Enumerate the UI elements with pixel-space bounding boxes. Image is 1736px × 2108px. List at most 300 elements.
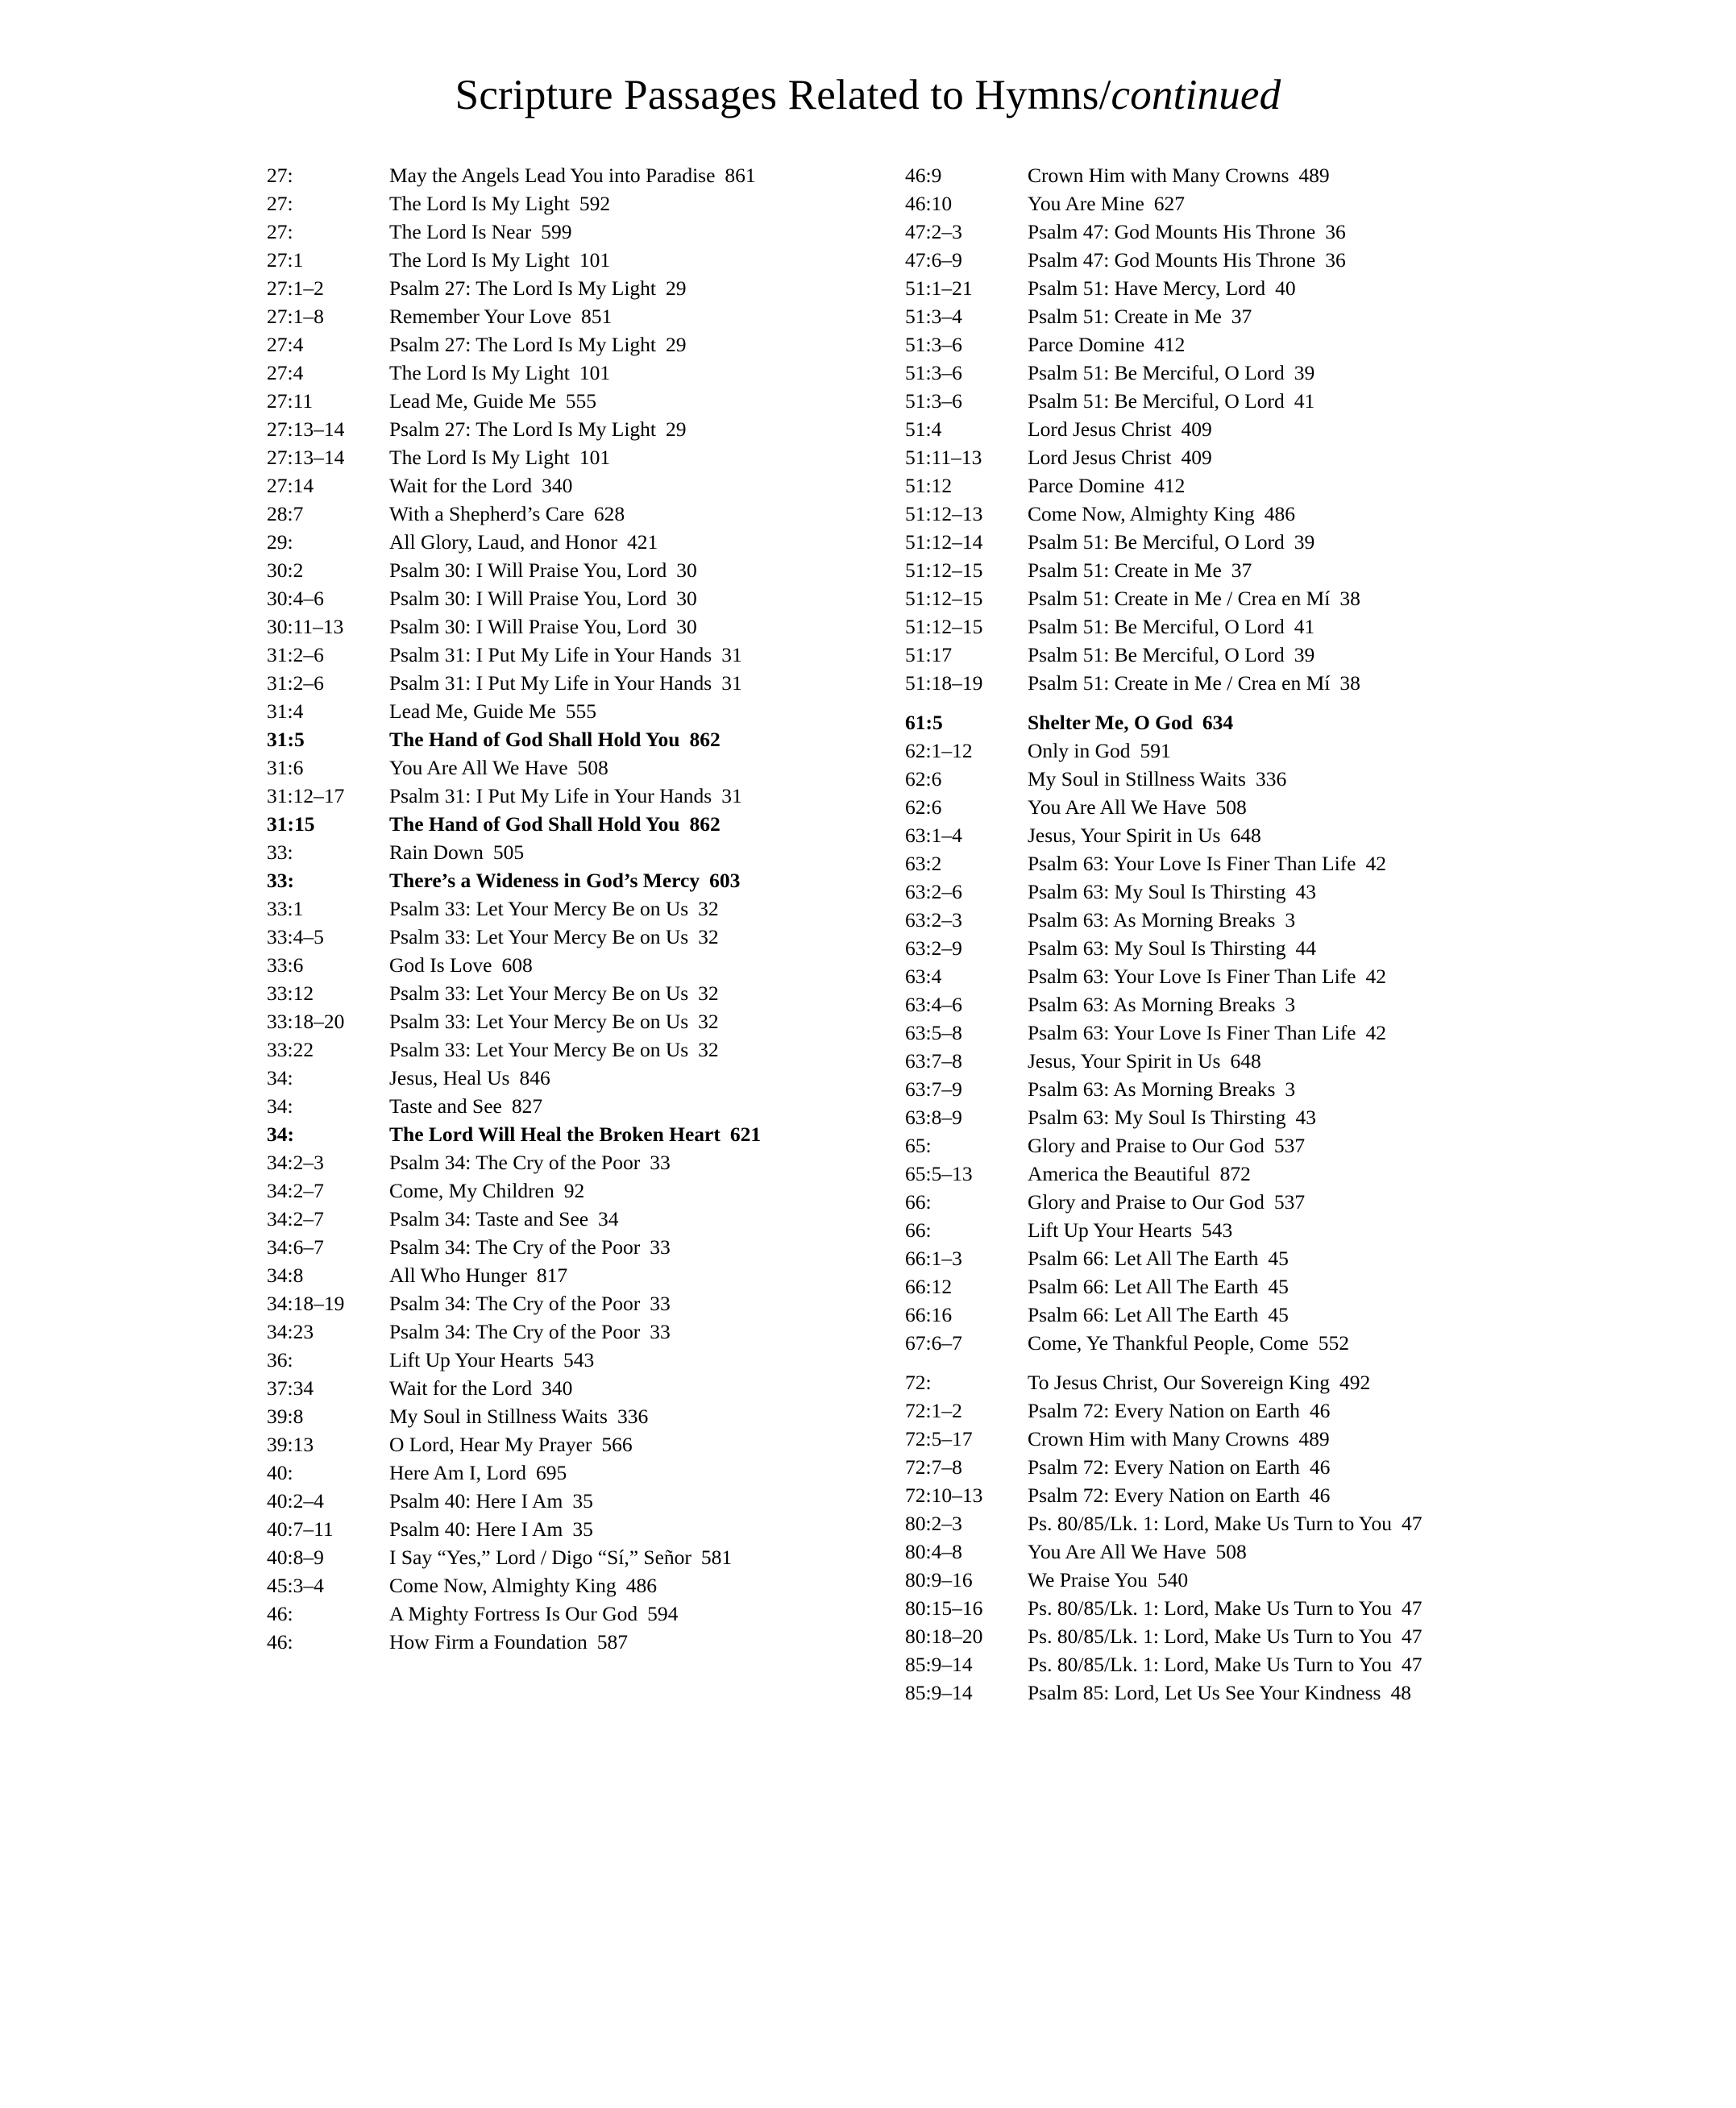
entry-hymn-title: Psalm 31: I Put My Life in Your Hands: [389, 643, 712, 666]
entry-hymn: [389, 697, 831, 725]
entry-hymn-title: The Lord Is My Light: [389, 248, 570, 272]
entry-hymn: [389, 161, 831, 189]
entry-hymn-wrap: [389, 218, 831, 246]
entry-hymn: [1028, 274, 1469, 302]
entry-hymn-number: 33: [650, 1292, 671, 1315]
entry-hymn: [1028, 878, 1469, 906]
entry-hymn-wrap: [389, 1600, 831, 1628]
entry-hymn-wrap: [389, 1261, 831, 1289]
entry-hymn: [389, 387, 831, 415]
entry-hymn-title: Taste and See: [389, 1094, 502, 1118]
entry-hymn-title: Wait for the Lord: [389, 1376, 533, 1400]
index-entry: [905, 528, 1469, 556]
entry-hymn-number: 35: [572, 1489, 593, 1513]
entry-hymn-wrap: [1028, 189, 1469, 218]
entry-hymn-wrap: [1028, 1622, 1469, 1650]
index-entry: [267, 1600, 831, 1628]
index-entry: [267, 471, 831, 500]
entry-hymn-title: All Glory, Laud, and Honor: [389, 530, 618, 554]
entry-hymn-wrap: [389, 1233, 831, 1261]
entry-hymn-number: 587: [596, 1630, 629, 1654]
index-entry: [267, 979, 831, 1007]
index-entry: [905, 1368, 1469, 1396]
entry-hymn: [389, 1120, 831, 1148]
entry-hymn-title: Rain Down: [389, 840, 484, 864]
entry-reference: 63:2–3: [905, 908, 962, 932]
entry-hymn: [389, 612, 831, 641]
index-entry: [905, 1594, 1469, 1622]
entry-reference: 47:6–9: [905, 248, 962, 272]
entry-hymn-number: 862: [689, 728, 721, 751]
index-entry: [267, 500, 831, 528]
entry-hymn: [389, 1148, 831, 1176]
entry-hymn-number: 817: [536, 1264, 568, 1287]
entry-hymn-title: Lift Up Your Hearts: [1028, 1218, 1192, 1242]
entry-hymn: [1028, 302, 1469, 330]
entry-reference: 63:7–8: [905, 1049, 962, 1073]
entry-hymn: [389, 1346, 831, 1374]
entry-reference: 51:3–6: [905, 361, 962, 384]
entry-hymn: [389, 1035, 831, 1064]
entry-hymn-wrap: [1028, 302, 1469, 330]
index-entry: [267, 246, 831, 274]
entry-hymn-wrap: [389, 330, 831, 359]
entry-hymn-number: 862: [689, 812, 721, 836]
entry-hymn-title: Psalm 51: Create in Me: [1028, 558, 1222, 582]
entry-reference: 27:13–14: [267, 446, 345, 469]
entry-hymn-number: 37: [1231, 558, 1252, 582]
index-entry: [905, 1216, 1469, 1244]
entry-hymn-title: Psalm 63: Your Love Is Finer Than Life: [1028, 1021, 1356, 1044]
entry-hymn-wrap: [1028, 1075, 1469, 1103]
entry-hymn-title: Parce Domine: [1028, 474, 1145, 497]
entry-hymn-title: Psalm 51: Create in Me / Crea en Mí: [1028, 587, 1331, 610]
entry-reference: 34:: [267, 1094, 293, 1118]
entry-reference: 66:16: [905, 1303, 953, 1326]
entry-hymn-number: 30: [676, 558, 697, 582]
entry-reference: 31:15: [267, 812, 315, 836]
index-entry: [905, 584, 1469, 612]
entry-reference: 85:9–14: [905, 1681, 973, 1704]
left-column: [267, 161, 831, 1707]
entry-hymn: [389, 753, 831, 782]
entry-hymn: [389, 1289, 831, 1318]
index-entry: [905, 1509, 1469, 1537]
entry-hymn: [389, 923, 831, 951]
entry-reference: 40:2–4: [267, 1489, 324, 1513]
entry-reference: 51:12–15: [905, 558, 983, 582]
index-entry: [905, 218, 1469, 246]
entry-hymn: [389, 894, 831, 923]
entry-hymn: [1028, 161, 1469, 189]
entry-hymn-title: Psalm 27: The Lord Is My Light: [389, 333, 657, 356]
entry-hymn-title: Psalm 34: The Cry of the Poor: [389, 1320, 641, 1343]
entry-reference: 66:: [905, 1190, 932, 1214]
entry-hymn: [1028, 528, 1469, 556]
index-entry: [905, 1481, 1469, 1509]
entry-hymn-number: 591: [1140, 739, 1171, 762]
entry-reference: 67:6–7: [905, 1331, 962, 1355]
entry-hymn-title: Lead Me, Guide Me: [389, 389, 556, 413]
index-entry: [905, 641, 1469, 669]
index-entry: [267, 1148, 831, 1176]
entry-hymn-title: Psalm 30: I Will Praise You, Lord: [389, 558, 667, 582]
entry-hymn-wrap: [1028, 218, 1469, 246]
index-entry: [905, 669, 1469, 697]
index-entry: [905, 1622, 1469, 1650]
entry-hymn-number: 543: [563, 1348, 595, 1371]
entry-hymn: [1028, 1481, 1469, 1509]
entry-hymn-number: 508: [577, 756, 608, 779]
entry-hymn-wrap: [1028, 1188, 1469, 1216]
entry-reference: 47:2–3: [905, 220, 962, 243]
entry-hymn-title: To Jesus Christ, Our Sovereign King: [1028, 1371, 1331, 1394]
entry-hymn-title: Psalm 30: I Will Praise You, Lord: [389, 587, 667, 610]
entry-hymn-number: 695: [535, 1461, 567, 1484]
entry-hymn-number: 628: [593, 502, 625, 525]
entry-reference: 63:5–8: [905, 1021, 962, 1044]
entry-hymn-title: Psalm 33: Let Your Mercy Be on Us: [389, 925, 689, 948]
entry-hymn-number: 594: [647, 1602, 679, 1625]
entry-hymn-number: 340: [542, 1376, 573, 1400]
entry-reference: 34:8: [267, 1264, 304, 1287]
entry-reference: 31:2–6: [267, 643, 324, 666]
entry-hymn-number: 41: [1294, 389, 1315, 413]
entry-reference: 51:3–4: [905, 305, 962, 328]
entry-reference: 27:11: [267, 389, 314, 413]
entry-hymn: [389, 1402, 831, 1430]
entry-hymn-number: 846: [519, 1066, 550, 1089]
entry-hymn-wrap: [389, 894, 831, 923]
index-entry: [905, 1019, 1469, 1047]
entry-hymn-title: The Lord Will Heal the Broken Heart: [389, 1122, 721, 1146]
entry-hymn-title: Psalm 51: Create in Me / Crea en Mí: [1028, 671, 1331, 695]
entry-hymn-wrap: [1028, 1272, 1469, 1301]
entry-hymn-title: Psalm 33: Let Your Mercy Be on Us: [389, 1038, 689, 1061]
entry-hymn-wrap: [389, 161, 831, 189]
index-entry: [267, 641, 831, 669]
index-entry: [905, 1188, 1469, 1216]
index-entry: [267, 189, 831, 218]
entry-hymn: [389, 1205, 831, 1233]
entry-reference: 33:4–5: [267, 925, 324, 948]
entry-hymn-title: May the Angels Lead You into Paradise: [389, 164, 716, 187]
entry-hymn-wrap: [389, 1430, 831, 1459]
entry-reference: 36:: [267, 1348, 293, 1371]
entry-reference: 31:12–17: [267, 784, 345, 807]
entry-hymn-number: 92: [563, 1179, 585, 1202]
entry-reference: 34:2–7: [267, 1207, 324, 1230]
entry-hymn-title: Psalm 40: Here I Am: [389, 1489, 563, 1513]
entry-hymn: [1028, 443, 1469, 471]
entry-hymn-wrap: [389, 556, 831, 584]
entry-reference: 27:1–8: [267, 305, 324, 328]
entry-hymn-title: Psalm 51: Be Merciful, O Lord: [1028, 530, 1285, 554]
index-entry: [905, 1537, 1469, 1566]
entry-reference: 62:6: [905, 767, 942, 790]
index-entry: [267, 1007, 831, 1035]
entry-hymn-title: Glory and Praise to Our God: [1028, 1190, 1265, 1214]
entry-hymn-wrap: [1028, 1481, 1469, 1509]
index-entry: [267, 1430, 831, 1459]
entry-hymn-title: Psalm 85: Lord, Let Us See Your Kindness: [1028, 1681, 1381, 1704]
entry-hymn-title: Psalm 63: My Soul Is Thirsting: [1028, 880, 1286, 903]
index-entry: [267, 753, 831, 782]
entry-reference: 51:12–15: [905, 587, 983, 610]
index-entry: [905, 1103, 1469, 1131]
entry-hymn-number: 555: [565, 389, 597, 413]
entry-hymn: [1028, 1131, 1469, 1160]
index-entry: [905, 500, 1469, 528]
entry-hymn-number: 3: [1285, 993, 1296, 1016]
index-entry: [905, 1075, 1469, 1103]
entry-hymn-number: 101: [579, 248, 611, 272]
entry-hymn-title: Wait for the Lord: [389, 474, 533, 497]
entry-hymn-number: 492: [1339, 1371, 1371, 1394]
entry-hymn-number: 627: [1153, 192, 1186, 215]
index-entry: [267, 1035, 831, 1064]
entry-reference: 51:11–13: [905, 446, 982, 469]
entry-hymn-wrap: [389, 951, 831, 979]
entry-hymn-number: 486: [625, 1574, 657, 1597]
entry-hymn-title: Psalm 31: I Put My Life in Your Hands: [389, 671, 712, 695]
entry-hymn-title: I Say “Yes,” Lord / Digo “Sí,” Señor: [389, 1546, 691, 1569]
index-entry: [267, 838, 831, 866]
entry-hymn-title: Psalm 27: The Lord Is My Light: [389, 417, 657, 441]
entry-hymn-number: 648: [1230, 824, 1261, 847]
entry-hymn-wrap: [389, 1064, 831, 1092]
entry-reference: 63:2–9: [905, 936, 962, 960]
entry-hymn-wrap: [1028, 1047, 1469, 1075]
entry-reference: 45:3–4: [267, 1574, 324, 1597]
index-columns: [0, 161, 1736, 1707]
entry-hymn: [389, 1430, 831, 1459]
entry-hymn: [1028, 189, 1469, 218]
index-entry: [267, 923, 831, 951]
entry-hymn: [389, 810, 831, 838]
entry-hymn: [389, 471, 831, 500]
index-entry: [267, 443, 831, 471]
index-entry: [905, 962, 1469, 990]
entry-hymn-number: 412: [1154, 474, 1186, 497]
entry-hymn-wrap: [389, 838, 831, 866]
entry-hymn: [1028, 1019, 1469, 1047]
index-entry: [267, 1571, 831, 1600]
index-entry: [905, 1679, 1469, 1707]
entry-hymn: [1028, 793, 1469, 821]
entry-hymn: [389, 1600, 831, 1628]
entry-hymn-wrap: [1028, 641, 1469, 669]
index-entry: [267, 1205, 831, 1233]
entry-reference: 27:: [267, 192, 293, 215]
entry-hymn: [389, 218, 831, 246]
entry-hymn-number: 872: [1219, 1162, 1251, 1185]
index-entry: [905, 934, 1469, 962]
entry-hymn-number: 34: [598, 1207, 619, 1230]
entry-hymn-number: 32: [698, 1010, 719, 1033]
entry-hymn-wrap: [1028, 556, 1469, 584]
entry-reference: 65:: [905, 1134, 932, 1157]
entry-hymn-number: 486: [1264, 502, 1295, 525]
entry-hymn-number: 101: [579, 446, 611, 469]
index-entry: [267, 1459, 831, 1487]
entry-reference: 80:9–16: [905, 1568, 973, 1591]
entry-hymn-number: 39: [1294, 530, 1315, 554]
entry-hymn-wrap: [389, 528, 831, 556]
entry-hymn-title: Psalm 33: Let Your Mercy Be on Us: [389, 897, 689, 920]
entry-reference: 72:10–13: [905, 1483, 983, 1507]
entry-reference: 65:5–13: [905, 1162, 973, 1185]
entry-hymn: [389, 528, 831, 556]
entry-hymn: [1028, 821, 1469, 849]
index-entry: [267, 1176, 831, 1205]
entry-hymn-number: 101: [579, 361, 611, 384]
entry-reference: 34:18–19: [267, 1292, 345, 1315]
entry-hymn: [1028, 1566, 1469, 1594]
entry-hymn-wrap: [1028, 528, 1469, 556]
entry-hymn: [1028, 641, 1469, 669]
entry-hymn: [1028, 1679, 1469, 1707]
entry-hymn-number: 336: [1255, 767, 1287, 790]
entry-hymn-wrap: [1028, 906, 1469, 934]
entry-hymn-wrap: [389, 443, 831, 471]
entry-reference: 27:4: [267, 361, 304, 384]
index-entry: [905, 737, 1469, 765]
entry-reference: 27:: [267, 164, 293, 187]
entry-hymn-title: Shelter Me, O God: [1028, 711, 1193, 734]
index-entry: [267, 951, 831, 979]
entry-hymn-wrap: [1028, 990, 1469, 1019]
index-entry: [905, 1425, 1469, 1453]
entry-hymn-number: 33: [650, 1320, 671, 1343]
entry-hymn-number: 336: [617, 1405, 649, 1428]
index-entry: [267, 1346, 831, 1374]
entry-hymn-title: The Lord Is Near: [389, 220, 532, 243]
entry-reference: 27:1: [267, 248, 304, 272]
index-entry: [267, 274, 831, 302]
entry-hymn-wrap: [389, 246, 831, 274]
entry-hymn-number: 861: [725, 164, 756, 187]
entry-hymn-wrap: [389, 359, 831, 387]
entry-hymn-wrap: [1028, 584, 1469, 612]
entry-reference: 51:12–15: [905, 615, 983, 638]
entry-hymn-wrap: [389, 1035, 831, 1064]
index-entry: [267, 359, 831, 387]
entry-hymn: [1028, 359, 1469, 387]
index-entry: [905, 246, 1469, 274]
entry-reference: 80:18–20: [905, 1625, 983, 1648]
entry-hymn-wrap: [389, 1571, 831, 1600]
entry-hymn-number: 581: [700, 1546, 733, 1569]
entry-reference: 40:: [267, 1461, 293, 1484]
entry-hymn-number: 33: [650, 1151, 671, 1174]
entry-hymn-title: We Praise You: [1028, 1568, 1148, 1591]
entry-hymn-title: Psalm 63: As Morning Breaks: [1028, 908, 1276, 932]
entry-reference: 51:3–6: [905, 389, 962, 413]
entry-hymn-number: 29: [666, 276, 687, 300]
entry-hymn-wrap: [389, 1318, 831, 1346]
entry-hymn-number: 32: [698, 981, 719, 1005]
entry-hymn-title: Lead Me, Guide Me: [389, 699, 556, 723]
entry-hymn-title: Psalm 63: Your Love Is Finer Than Life: [1028, 852, 1356, 875]
entry-hymn-wrap: [389, 1515, 831, 1543]
entry-hymn-wrap: [1028, 1131, 1469, 1160]
index-entry: [267, 1318, 831, 1346]
entry-hymn-title: Psalm 72: Every Nation on Earth: [1028, 1455, 1300, 1479]
entry-hymn-title: Psalm 66: Let All The Earth: [1028, 1247, 1259, 1270]
index-entry: [267, 810, 831, 838]
entry-hymn-number: 540: [1157, 1568, 1189, 1591]
entry-hymn: [389, 189, 831, 218]
entry-hymn-title: Psalm 31: I Put My Life in Your Hands: [389, 784, 712, 807]
entry-hymn: [1028, 218, 1469, 246]
entry-reference: 30:11–13: [267, 615, 344, 638]
index-entry: [267, 697, 831, 725]
entry-hymn-wrap: [389, 725, 831, 753]
entry-hymn-number: 44: [1295, 936, 1316, 960]
index-entry: [267, 415, 831, 443]
entry-reference: 80:2–3: [905, 1512, 962, 1535]
entry-hymn-title: How Firm a Foundation: [389, 1630, 588, 1654]
entry-hymn-wrap: [389, 584, 831, 612]
entry-hymn-number: 29: [666, 333, 687, 356]
entry-hymn: [389, 1487, 831, 1515]
entry-hymn-title: You Are All We Have: [1028, 795, 1206, 819]
entry-hymn-wrap: [1028, 1329, 1469, 1357]
entry-hymn-number: 40: [1275, 276, 1296, 300]
entry-hymn-title: There’s a Wideness in God’s Mercy: [389, 869, 700, 892]
entry-reference: 27:14: [267, 474, 314, 497]
entry-hymn-title: Come, Ye Thankful People, Come: [1028, 1331, 1309, 1355]
entry-hymn-wrap: [389, 1007, 831, 1035]
entry-hymn-title: Psalm 34: The Cry of the Poor: [389, 1292, 641, 1315]
index-entry: [905, 1301, 1469, 1329]
entry-hymn: [1028, 990, 1469, 1019]
entry-reference: 63:4: [905, 965, 942, 988]
entry-hymn: [1028, 737, 1469, 765]
entry-hymn-title: You Are All We Have: [1028, 1540, 1206, 1563]
entry-hymn-wrap: [1028, 1301, 1469, 1329]
entry-hymn-title: Psalm 72: Every Nation on Earth: [1028, 1483, 1300, 1507]
entry-reference: 51:12–14: [905, 530, 983, 554]
index-entry: [905, 1272, 1469, 1301]
entry-hymn-wrap: [389, 753, 831, 782]
index-entry: [905, 415, 1469, 443]
entry-hymn: [389, 1628, 831, 1656]
entry-hymn-number: 489: [1298, 1427, 1330, 1450]
entry-hymn-number: 592: [579, 192, 611, 215]
entry-hymn-title: Glory and Praise to Our God: [1028, 1134, 1265, 1157]
entry-reference: 62:6: [905, 795, 942, 819]
entry-reference: 34:2–3: [267, 1151, 324, 1174]
entry-hymn: [389, 1571, 831, 1600]
entry-hymn-wrap: [1028, 1453, 1469, 1481]
entry-hymn-number: 39: [1294, 643, 1315, 666]
entry-reference: 72:1–2: [905, 1399, 962, 1422]
entry-reference: 34:6–7: [267, 1235, 324, 1259]
entry-hymn-wrap: [1028, 793, 1469, 821]
entry-hymn-title: Psalm 47: God Mounts His Throne: [1028, 220, 1316, 243]
entry-hymn-number: 827: [511, 1094, 543, 1118]
entry-hymn-number: 39: [1294, 361, 1315, 384]
entry-hymn-wrap: [1028, 849, 1469, 878]
entry-hymn-title: Psalm 47: God Mounts His Throne: [1028, 248, 1316, 272]
entry-hymn-number: 412: [1154, 333, 1186, 356]
entry-hymn-title: The Hand of God Shall Hold You: [389, 812, 680, 836]
entry-reference: 63:1–4: [905, 824, 962, 847]
entry-hymn: [389, 556, 831, 584]
entry-reference: 34:: [267, 1122, 294, 1146]
